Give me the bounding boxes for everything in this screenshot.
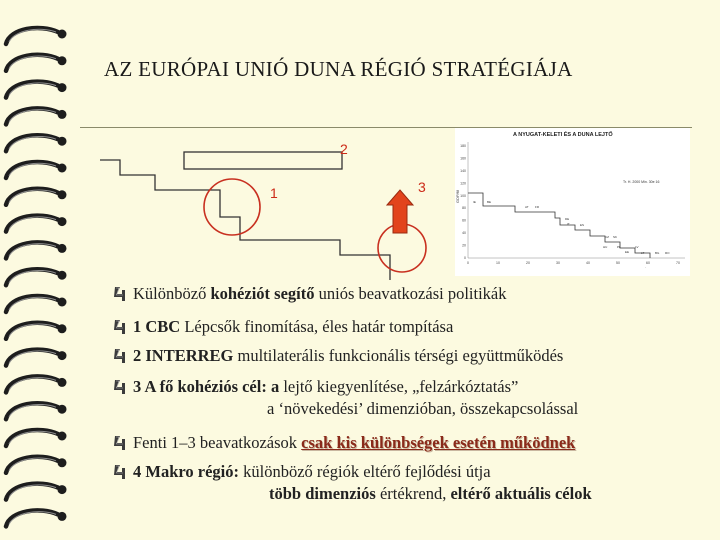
- binding-ring: [6, 296, 67, 312]
- x-tick-label: 20: [526, 261, 530, 265]
- y-tick-label: 20: [462, 243, 466, 248]
- slope-steps: [468, 193, 650, 258]
- x-tick-label: 0: [467, 261, 469, 265]
- y-tick-label: 0: [464, 256, 466, 260]
- bullet-text-part: eltérő aktuális célok: [450, 484, 592, 503]
- bar-label: LV: [635, 245, 639, 249]
- binding-ring: [6, 323, 67, 339]
- binding-ring: [6, 242, 67, 258]
- diagram-label-1: 1: [270, 185, 278, 201]
- bar-label: SK: [613, 235, 618, 239]
- page-title: AZ EURÓPAI UNIÓ DUNA RÉGIÓ STRATÉGIÁJA: [104, 57, 573, 81]
- x-tick-label: 30: [556, 261, 560, 265]
- bullet-text-part: 3 A: [133, 377, 160, 396]
- bullet-text-part: Különböző: [133, 284, 211, 303]
- bullet-text-part: értékrend,: [375, 484, 451, 503]
- bar-label: BG: [655, 251, 660, 255]
- bullet-text-part: Fenti 1–3 beavatkozások: [133, 433, 302, 452]
- bullet-marker-icon: [112, 319, 126, 335]
- diagram-label-3: 3: [418, 179, 426, 195]
- bullet-continuation: [267, 398, 578, 420]
- bullet-text-part: a ‘növekedési’ dimenzióban, összekapcsolással: [267, 399, 579, 418]
- y-tick-label: 180: [460, 144, 466, 148]
- x-tick-label: 60: [646, 261, 650, 265]
- bridge-box: [184, 152, 342, 169]
- binding-ring: [6, 55, 67, 71]
- bar-label: CZ: [605, 235, 609, 239]
- binding-ring: [6, 269, 67, 285]
- bar-label: EE: [625, 250, 630, 254]
- x-tick-label: 40: [586, 261, 590, 265]
- binding-ring: [6, 216, 67, 232]
- binding-ring: [6, 28, 67, 44]
- bullet-text-part: uniós beavatkozási politikák: [314, 284, 507, 303]
- bullet-text: [133, 316, 453, 338]
- y-tick-label: 140: [460, 168, 466, 173]
- bullet-text-part: kohéziót segítő: [210, 284, 315, 303]
- bullet-text-part: multilaterális funkcionális térségi együttműködés: [233, 346, 564, 365]
- y-tick-label: 160: [460, 156, 466, 161]
- x-tick-label: 50: [616, 261, 620, 265]
- bullet-text-part: csak kis különbségek esetén működnek: [301, 433, 576, 452]
- bullet-marker-icon: [112, 379, 126, 395]
- bullet-text: [133, 376, 518, 398]
- y-tick-label: 120: [460, 181, 466, 186]
- bullet-text-part: 2 INTERREG: [133, 346, 234, 365]
- step-line: [100, 160, 390, 280]
- binding-ring: [6, 484, 67, 500]
- x-tick-label: 10: [496, 261, 500, 265]
- binding-ring: [6, 135, 67, 151]
- bullet-text: [133, 461, 491, 483]
- chart-title: A NYUGAT-KELETI ÉS A DUNA LEJTŐ: [513, 132, 613, 138]
- bullet-marker-icon: [112, 286, 126, 302]
- bar-label: IT: [567, 222, 570, 226]
- spiral-binding: [0, 0, 80, 540]
- binding-ring: [6, 350, 67, 366]
- bullet-text-part: fő kohéziós cél:: [159, 377, 267, 396]
- x-tick-label: 70: [676, 261, 680, 265]
- bar-label: FR: [535, 205, 539, 209]
- step-diagram: [100, 130, 460, 280]
- bullet-text: [133, 283, 506, 305]
- bar-label: ES: [580, 223, 585, 227]
- bullet-text-part: Lépcsők finomítása, éles határ tompítása: [180, 317, 454, 336]
- y-tick-label: 40: [462, 231, 466, 236]
- bar-label: PL: [617, 245, 621, 249]
- binding-ring: [6, 510, 67, 526]
- bullet-text-part: a: [266, 377, 284, 396]
- diagram-label-2: 2: [340, 141, 348, 157]
- binding-ring: [6, 108, 67, 124]
- binding-ring: [6, 162, 67, 178]
- bullet-text: [133, 432, 575, 454]
- y-tick-label: 100: [460, 193, 466, 198]
- bullet-marker-icon: [112, 348, 126, 364]
- bullet-text-part: lejtő kiegyenlítése, „felzárkóztatás”: [283, 377, 519, 396]
- bar-label: DE: [565, 217, 570, 221]
- chart-ylabel: GDP/fő: [455, 189, 460, 203]
- bullet-marker-icon: [112, 435, 126, 451]
- step-highlight-circle: [204, 179, 260, 235]
- binding-ring: [6, 376, 67, 392]
- bullet-text-part: több dimenziós: [269, 484, 376, 503]
- binding-ring: [6, 430, 67, 446]
- bar-label: BE: [487, 200, 492, 204]
- binding-ring: [6, 457, 67, 473]
- bar-label: IE: [473, 200, 476, 204]
- y-tick-label: 60: [462, 218, 466, 223]
- bullet-text-part: 1 CBC: [133, 317, 181, 336]
- bar-label: AT: [525, 205, 529, 209]
- gdp-slope-chart: [455, 128, 690, 276]
- bar-label: RO: [665, 251, 670, 255]
- bullet-text-part: 4 Makro régió:: [133, 462, 240, 481]
- binding-ring: [6, 189, 67, 205]
- binding-ring: [6, 403, 67, 419]
- bar-label: LT: [641, 251, 645, 255]
- bullet-marker-icon: [112, 464, 126, 480]
- bullet-continuation: [269, 483, 592, 505]
- chart-legend: Tr. H. 2000 Min. 30e 16: [623, 180, 660, 184]
- y-tick-label: 80: [462, 206, 466, 211]
- chart-xnote: .: [645, 265, 646, 269]
- bullet-text-part: különböző régiók eltérő fejlődési útja: [239, 462, 491, 481]
- bullet-text: [133, 345, 563, 367]
- binding-ring: [6, 82, 67, 98]
- bar-label: HU: [603, 245, 608, 249]
